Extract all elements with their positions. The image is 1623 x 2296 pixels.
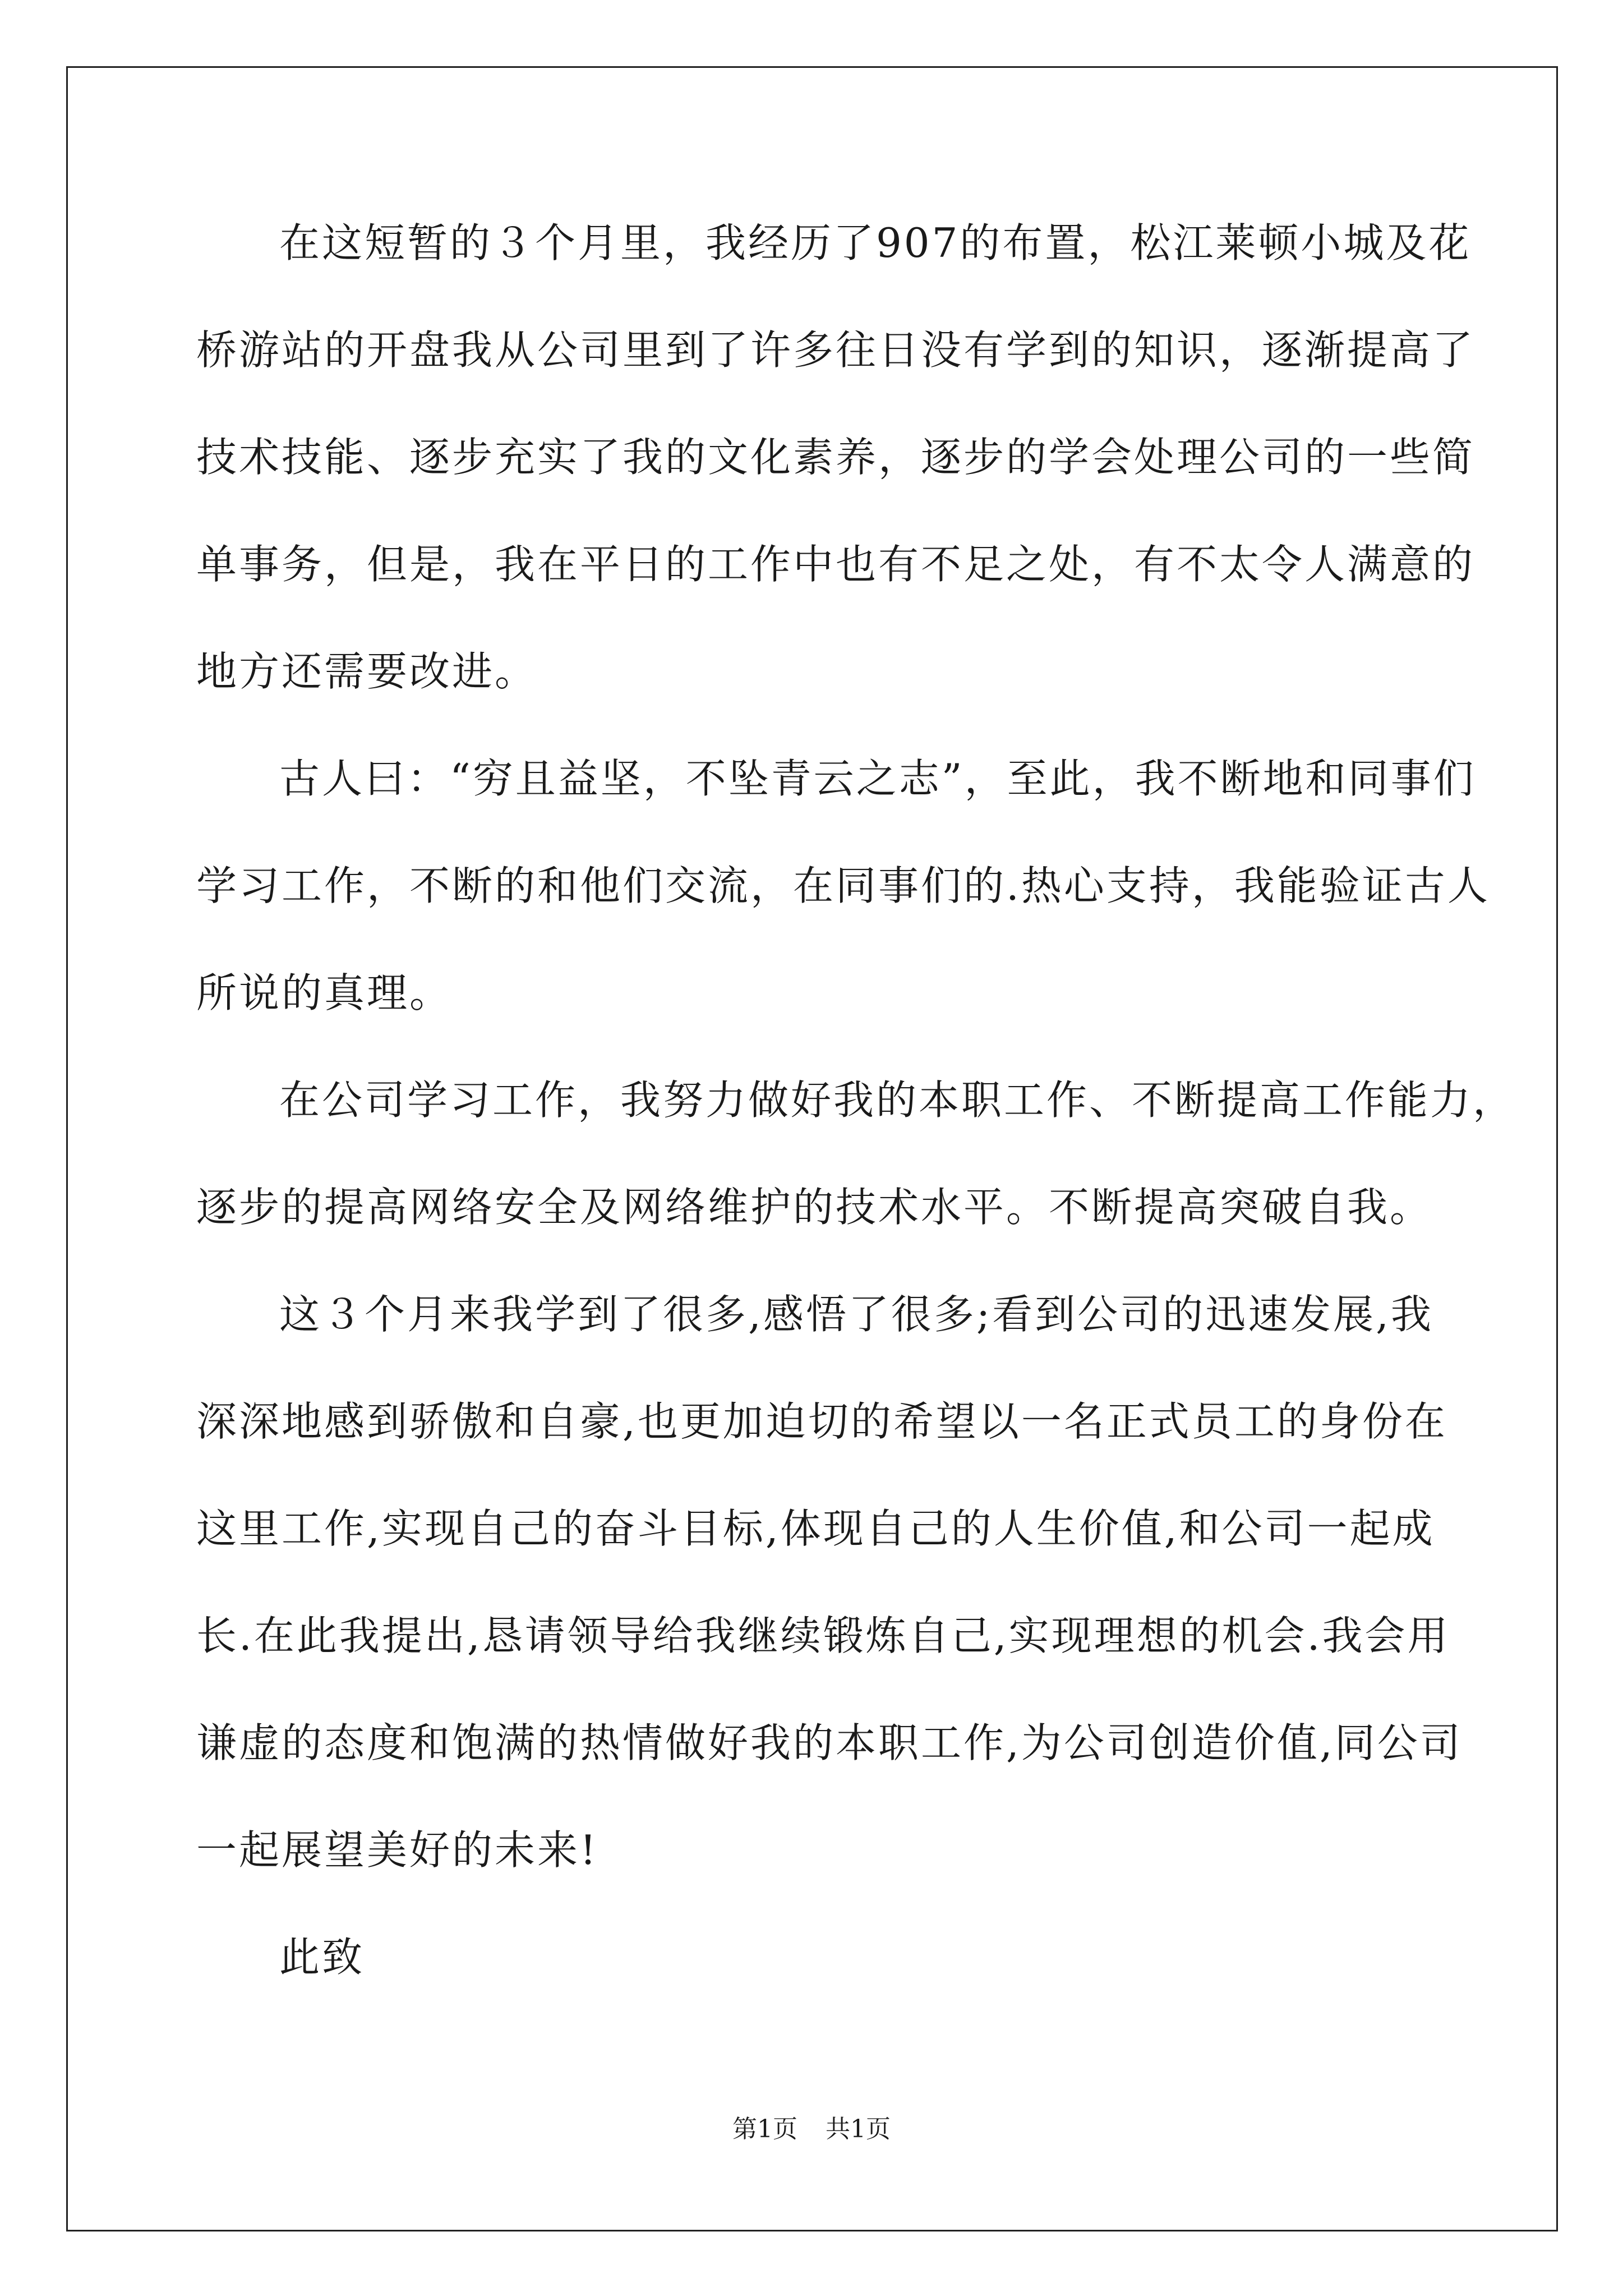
paragraph-line: 谦虚的态度和饱满的热情做好我的本职工作,为公司创造价值,同公司 xyxy=(196,1719,1463,1766)
paragraph-line: 长.在此我提出,恳请领导给我继续锻炼自己,实现理想的机会.我会用 xyxy=(196,1612,1450,1659)
page-total: 共1页 xyxy=(826,2115,891,2143)
paragraph-line: 学习工作，不断的和他们交流，在同事们的.热心支持，我能验证古人 xyxy=(196,862,1490,909)
document-body xyxy=(196,216,1516,2037)
paragraph-line: 地方还需要改进。 xyxy=(196,648,538,695)
paragraph-line: 一起展望美好的未来! xyxy=(196,1826,598,1874)
paragraph-line: 所说的真理。 xyxy=(196,969,453,1016)
paragraph-line: 桥游站的开盘我从公司里到了许多往日没有学到的知识，逐渐提高了 xyxy=(196,326,1476,374)
closing-line: 此致 xyxy=(279,1934,365,1981)
page-number: 第1页 xyxy=(732,2115,797,2143)
paragraph-line: 古人曰：“穷且益坚，不坠青云之志”，至此，我不断地和同事们 xyxy=(279,755,1476,802)
paragraph-line: 这３个月来我学到了很多,感悟了很多;看到公司的迅速发展,我 xyxy=(279,1291,1434,1338)
page-footer xyxy=(0,2114,1623,2145)
paragraph-line: 单事务，但是，我在平日的工作中也有不足之处，有不太令人满意的 xyxy=(196,541,1476,588)
paragraph-line: 在公司学习工作，我努力做好我的本职工作、不断提高工作能力， xyxy=(279,1076,1516,1124)
paragraph-line: 逐步的提高网络安全及网络维护的技术水平。不断提高突破自我。 xyxy=(196,1184,1433,1231)
paragraph-line: 技术技能、逐步充实了我的文化素养，逐步的学会处理公司的一些简 xyxy=(196,434,1476,481)
paragraph-line: 这里工作,实现自己的奋斗目标,体现自己的人生价值,和公司一起成 xyxy=(196,1505,1435,1552)
paragraph-line: 在这短暂的３个月里，我经历了907的布置，松江莱顿小城及花 xyxy=(279,219,1472,266)
paragraph-line: 深深地感到骄傲和自豪,也更加迫切的希望以一名正式员工的身份在 xyxy=(196,1398,1447,1445)
